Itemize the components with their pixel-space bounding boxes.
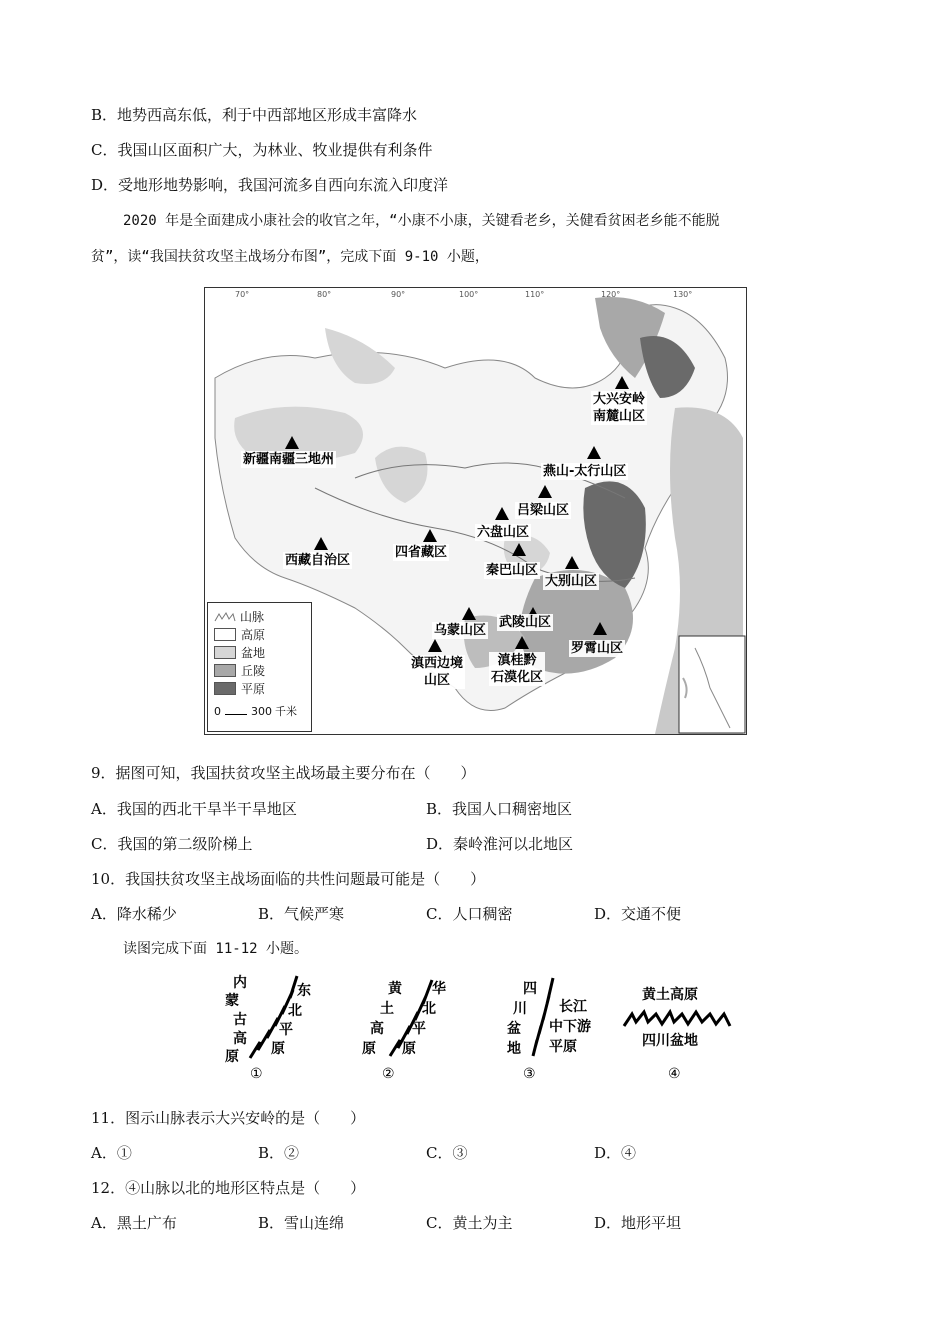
- q11-option-c[interactable]: C．③: [426, 1144, 468, 1162]
- label-line: 滇桂黔: [497, 653, 537, 668]
- fig3-right-1: 长江: [559, 999, 587, 1015]
- q11-option-b[interactable]: B．②: [258, 1144, 300, 1162]
- fig2-number: ②: [382, 1066, 395, 1082]
- label-wuling: 武陵山区: [499, 615, 552, 630]
- intro-line-2: 贫”，读“我国扶贫攻坚主战场分布图”，完成下面 9-10 小题，: [91, 249, 489, 265]
- lon-120: 120°: [601, 290, 621, 299]
- triangle-icon: [512, 543, 526, 556]
- triangle-icon: [515, 636, 529, 649]
- legend-label: 山脉: [240, 610, 265, 624]
- legend-plateau: [214, 626, 265, 643]
- triangle-icon: [314, 537, 328, 550]
- label-xizang: 西藏自治区: [285, 553, 351, 568]
- fig4-top: 黄土高原: [642, 987, 698, 1003]
- q11-stem: 11．图示山脉表示大兴安岭的是（ ）: [91, 1109, 366, 1127]
- figure-3: [505, 968, 615, 1086]
- q11-option-d[interactable]: D．④: [594, 1144, 637, 1162]
- fig3-right-2: 中下游: [549, 1019, 591, 1035]
- legend-label: 高原: [241, 628, 266, 642]
- mountain-range-icon: [214, 611, 236, 623]
- legend-scale: [214, 703, 297, 719]
- map-legend: [207, 602, 312, 732]
- fig3-number: ③: [523, 1066, 536, 1082]
- fig3-left-2: 川: [513, 1001, 527, 1017]
- figure-4: [620, 968, 735, 1086]
- triangle-icon: [538, 485, 552, 498]
- fig3-left-4: 地: [507, 1041, 521, 1057]
- fig2-right-4: 原: [402, 1041, 416, 1057]
- fig4-bottom: 四川盆地: [642, 1033, 698, 1049]
- legend-basin: [214, 644, 265, 661]
- q9-option-a[interactable]: A．我国的西北干旱半干旱地区: [91, 800, 297, 818]
- triangle-icon: [565, 556, 579, 569]
- lon-130: 130°: [673, 290, 693, 299]
- label-line: 南麓山区: [593, 409, 646, 424]
- fig1-right-3: 平: [279, 1022, 293, 1038]
- fig1-left-5: 原: [225, 1049, 239, 1065]
- label-wumeng: 乌蒙山区: [434, 623, 487, 638]
- q9-option-c[interactable]: C．我国的第二级阶梯上: [91, 835, 253, 853]
- lon-110: 110°: [525, 290, 545, 299]
- triangle-icon: [495, 507, 509, 520]
- scale-unit: 千米: [275, 705, 297, 718]
- q12-option-a[interactable]: A．黑土广布: [91, 1214, 177, 1232]
- triangle-icon: [462, 607, 476, 620]
- label-luoxiao: 罗霄山区: [571, 641, 624, 656]
- option-d-prev: D．受地形地势影响，我国河流多自西向东流入印度洋: [91, 176, 449, 194]
- label-dianxi: [409, 655, 465, 689]
- triangle-icon: [428, 639, 442, 652]
- fig2-left-3: 高: [370, 1021, 384, 1037]
- label-lvliang: 吕梁山区: [517, 503, 570, 518]
- label-yanshan: 燕山-太行山区: [543, 464, 627, 479]
- label-line: 石漠化区: [491, 670, 544, 685]
- legend-label: 丘陵: [241, 664, 266, 678]
- lon-80: 80°: [317, 290, 332, 299]
- label-dabie: 大别山区: [545, 574, 598, 589]
- q12-option-c[interactable]: C．黄土为主: [426, 1214, 513, 1232]
- fig1-right-2: 北: [288, 1003, 302, 1019]
- legend-mountain: [214, 608, 264, 625]
- label-qinba: 秦巴山区: [486, 563, 539, 578]
- q9-option-d[interactable]: D．秦岭淮河以北地区: [426, 835, 574, 853]
- swatch: [214, 646, 236, 659]
- fig1-left-4: 高: [233, 1031, 247, 1047]
- q9-stem: 9．据图可知，我国扶贫攻坚主战场最主要分布在（ ）: [91, 764, 476, 782]
- fig1-number: ①: [250, 1066, 263, 1082]
- triangle-icon: [423, 529, 437, 542]
- legend-label: 盆地: [241, 646, 266, 660]
- q10-option-c[interactable]: C．人口稠密: [426, 905, 513, 923]
- fig2-left-1: 黄: [388, 981, 402, 997]
- fig1-left-2: 蒙: [225, 993, 239, 1009]
- q12-stem: 12．④山脉以北的地形区特点是（ ）: [91, 1179, 366, 1197]
- fig4-number: ④: [668, 1066, 681, 1082]
- triangle-icon: [615, 376, 629, 389]
- lon-90: 90°: [391, 290, 406, 299]
- option-b-prev: B．地势西高东低，利于中西部地区形成丰富降水: [91, 106, 418, 124]
- label-dianguiqian: [489, 652, 545, 686]
- label-sisheng: 四省藏区: [395, 545, 448, 560]
- legend-hill: [214, 662, 265, 679]
- legend-plain: [214, 680, 265, 697]
- fig2-right-2: 北: [422, 1001, 436, 1017]
- label-liupan: 六盘山区: [477, 525, 530, 540]
- q12-option-b[interactable]: B．雪山连绵: [258, 1214, 345, 1232]
- poverty-map: [204, 287, 747, 735]
- fig3-left-1: 四: [523, 981, 537, 997]
- q10-option-b[interactable]: B．气候严寒: [258, 905, 345, 923]
- triangle-icon: [587, 446, 601, 459]
- q10-option-a[interactable]: A．降水稀少: [91, 905, 177, 923]
- mountain-range-icon: [622, 1006, 732, 1030]
- label-line: 滇西边境: [411, 656, 464, 671]
- fig1-right-4: 原: [271, 1041, 285, 1057]
- figure-1: [215, 968, 325, 1086]
- q12-option-d[interactable]: D．地形平坦: [594, 1214, 682, 1232]
- fig3-right-3: 平原: [549, 1039, 577, 1055]
- label-daxinganling: [591, 391, 647, 425]
- label-line: 山区: [424, 673, 451, 688]
- fig1-left-1: 内: [233, 975, 247, 991]
- lon-100: 100°: [459, 290, 479, 299]
- fig2-right-1: 华: [432, 981, 446, 997]
- swatch: [214, 682, 236, 695]
- intro-11-12: 读图完成下面 11-12 小题。: [123, 941, 309, 957]
- scale-zero: 0: [214, 704, 221, 718]
- label-xinjiang: 新疆南疆三地州: [243, 452, 335, 467]
- figure-2: [360, 968, 470, 1086]
- intro-line-1: 2020 年是全面建成小康社会的收官之年，“小康不小康，关键看老乡，关健看贫困老乡能不能脱: [123, 213, 720, 229]
- fig2-left-2: 土: [380, 1001, 394, 1017]
- q10-option-d[interactable]: D．交通不便: [594, 905, 682, 923]
- scale-value: 300: [251, 704, 272, 718]
- triangle-icon: [593, 622, 607, 635]
- fig1-left-3: 古: [233, 1012, 247, 1028]
- swatch: [214, 664, 236, 677]
- lon-70: 70°: [235, 290, 250, 299]
- fig2-right-3: 平: [412, 1021, 426, 1037]
- mountain-figure: [215, 968, 735, 1086]
- swatch: [214, 628, 236, 641]
- fig2-left-4: 原: [362, 1041, 376, 1057]
- q11-option-a[interactable]: A．①: [91, 1144, 132, 1162]
- legend-label: 平原: [241, 682, 266, 696]
- fig3-left-3: 盆: [507, 1021, 521, 1037]
- q10-stem: 10．我国扶贫攻坚主战场面临的共性问题最可能是（ ）: [91, 870, 486, 888]
- triangle-icon: [285, 436, 299, 449]
- option-c-prev: C．我国山区面积广大，为林业、牧业提供有利条件: [91, 141, 433, 159]
- q9-option-b[interactable]: B．我国人口稠密地区: [426, 800, 573, 818]
- fig1-right-1: 东: [297, 983, 311, 999]
- label-line: 大兴安岭: [593, 392, 646, 407]
- scale-bar: [225, 708, 247, 715]
